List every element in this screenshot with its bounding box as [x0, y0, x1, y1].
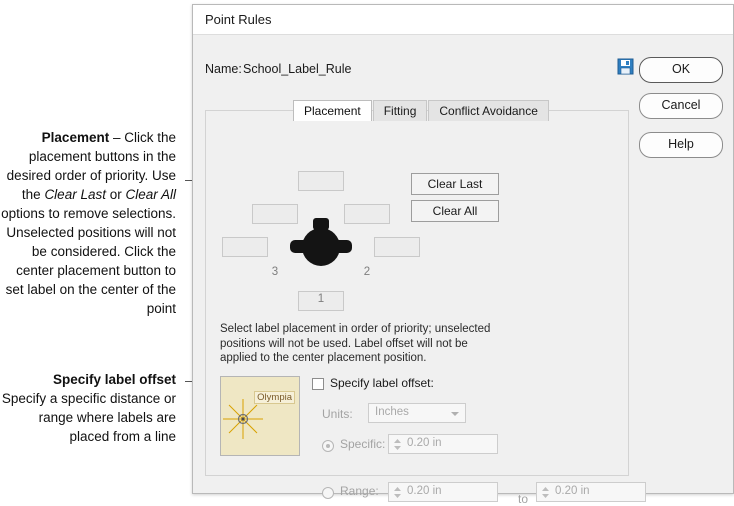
placement-button-left[interactable]: [222, 237, 268, 257]
range-from-spinner[interactable]: [388, 482, 498, 502]
placement-button-center[interactable]: [290, 218, 352, 268]
annotation-placement-italic-clear-last: Clear Last: [44, 187, 106, 202]
dialog-titlebar: [193, 5, 733, 35]
placement-helper-text: Select label placement in order of priority; unselected positions will not be used. Label offset will not be applied to the center placement position.: [220, 323, 491, 364]
range-from-value: 0.20 in: [407, 485, 442, 497]
specify-label-offset-checkbox[interactable]: [312, 378, 324, 390]
tab-conflict-avoidance[interactable]: Conflict Avoidance: [428, 100, 549, 121]
annotation-offset-title: Specify label offset: [52, 372, 176, 387]
dialog-title: Point Rules: [205, 12, 272, 27]
range-to-value: 0.20 in: [555, 485, 590, 497]
range-to-spinner[interactable]: [536, 482, 646, 502]
save-disk-icon[interactable]: [617, 58, 634, 75]
preview-label: Olympia: [254, 391, 295, 404]
specific-radio[interactable]: [322, 440, 334, 452]
specific-value: 0.20 in: [407, 437, 442, 449]
range-label: Range:: [340, 484, 379, 498]
spinner-arrows-icon: [393, 486, 402, 499]
offset-preview: [220, 376, 300, 456]
units-value: Inches: [375, 406, 409, 418]
point-rules-dialog: [192, 4, 734, 506]
placement-number-bottom: 1: [317, 293, 325, 305]
annotation-placement-italic-clear-all: Clear All: [125, 187, 176, 202]
annotation-placement-text: – Click the placement buttons in the desired order of priority. Use the: [6, 130, 176, 202]
dialog-body: [193, 36, 733, 506]
tab-fitting[interactable]: Fitting: [373, 100, 428, 121]
range-radio[interactable]: [322, 487, 334, 499]
annotation-placement-title: Placement: [41, 130, 110, 145]
help-button[interactable]: Help: [639, 132, 723, 158]
placement-number-lower-left: 3: [271, 266, 279, 278]
tab-bar: [293, 100, 550, 121]
name-value: School_Label_Rule: [243, 62, 352, 76]
units-select[interactable]: [368, 403, 466, 423]
annotation-offset-text: Specify a specific distance or range where labels are placed from a line: [1, 391, 176, 444]
placement-number-lower-right: 2: [363, 266, 371, 278]
annotation-placement-text2: options to remove selections. Unselected positions will not be considered. Click the center placement button to set label on the center of the point: [1, 206, 176, 316]
range-to-label: to: [518, 492, 529, 506]
tab-placement[interactable]: Placement: [293, 100, 372, 121]
clear-all-button[interactable]: Clear All: [411, 200, 499, 222]
spinner-arrows-icon: [541, 486, 550, 499]
annotation-offset: [0, 370, 176, 446]
clear-last-button[interactable]: Clear Last: [411, 173, 499, 195]
name-label: Name:: [205, 62, 242, 76]
spinner-arrows-icon: [393, 438, 402, 451]
placement-panel: [205, 110, 629, 506]
specific-value-spinner[interactable]: [388, 434, 498, 454]
placement-button-right[interactable]: [374, 237, 420, 257]
annotation-column: [0, 0, 190, 496]
annotation-placement: [0, 128, 176, 318]
specify-label-offset-label: Specify label offset:: [330, 376, 434, 390]
chevron-down-icon: [451, 412, 459, 416]
placement-button-top-center[interactable]: [298, 171, 344, 191]
cancel-button[interactable]: Cancel: [639, 93, 723, 119]
units-label: Units:: [322, 407, 353, 421]
annotation-placement-mid: or: [105, 187, 126, 202]
ok-button[interactable]: OK: [639, 57, 723, 83]
specific-label: Specific:: [340, 437, 386, 451]
